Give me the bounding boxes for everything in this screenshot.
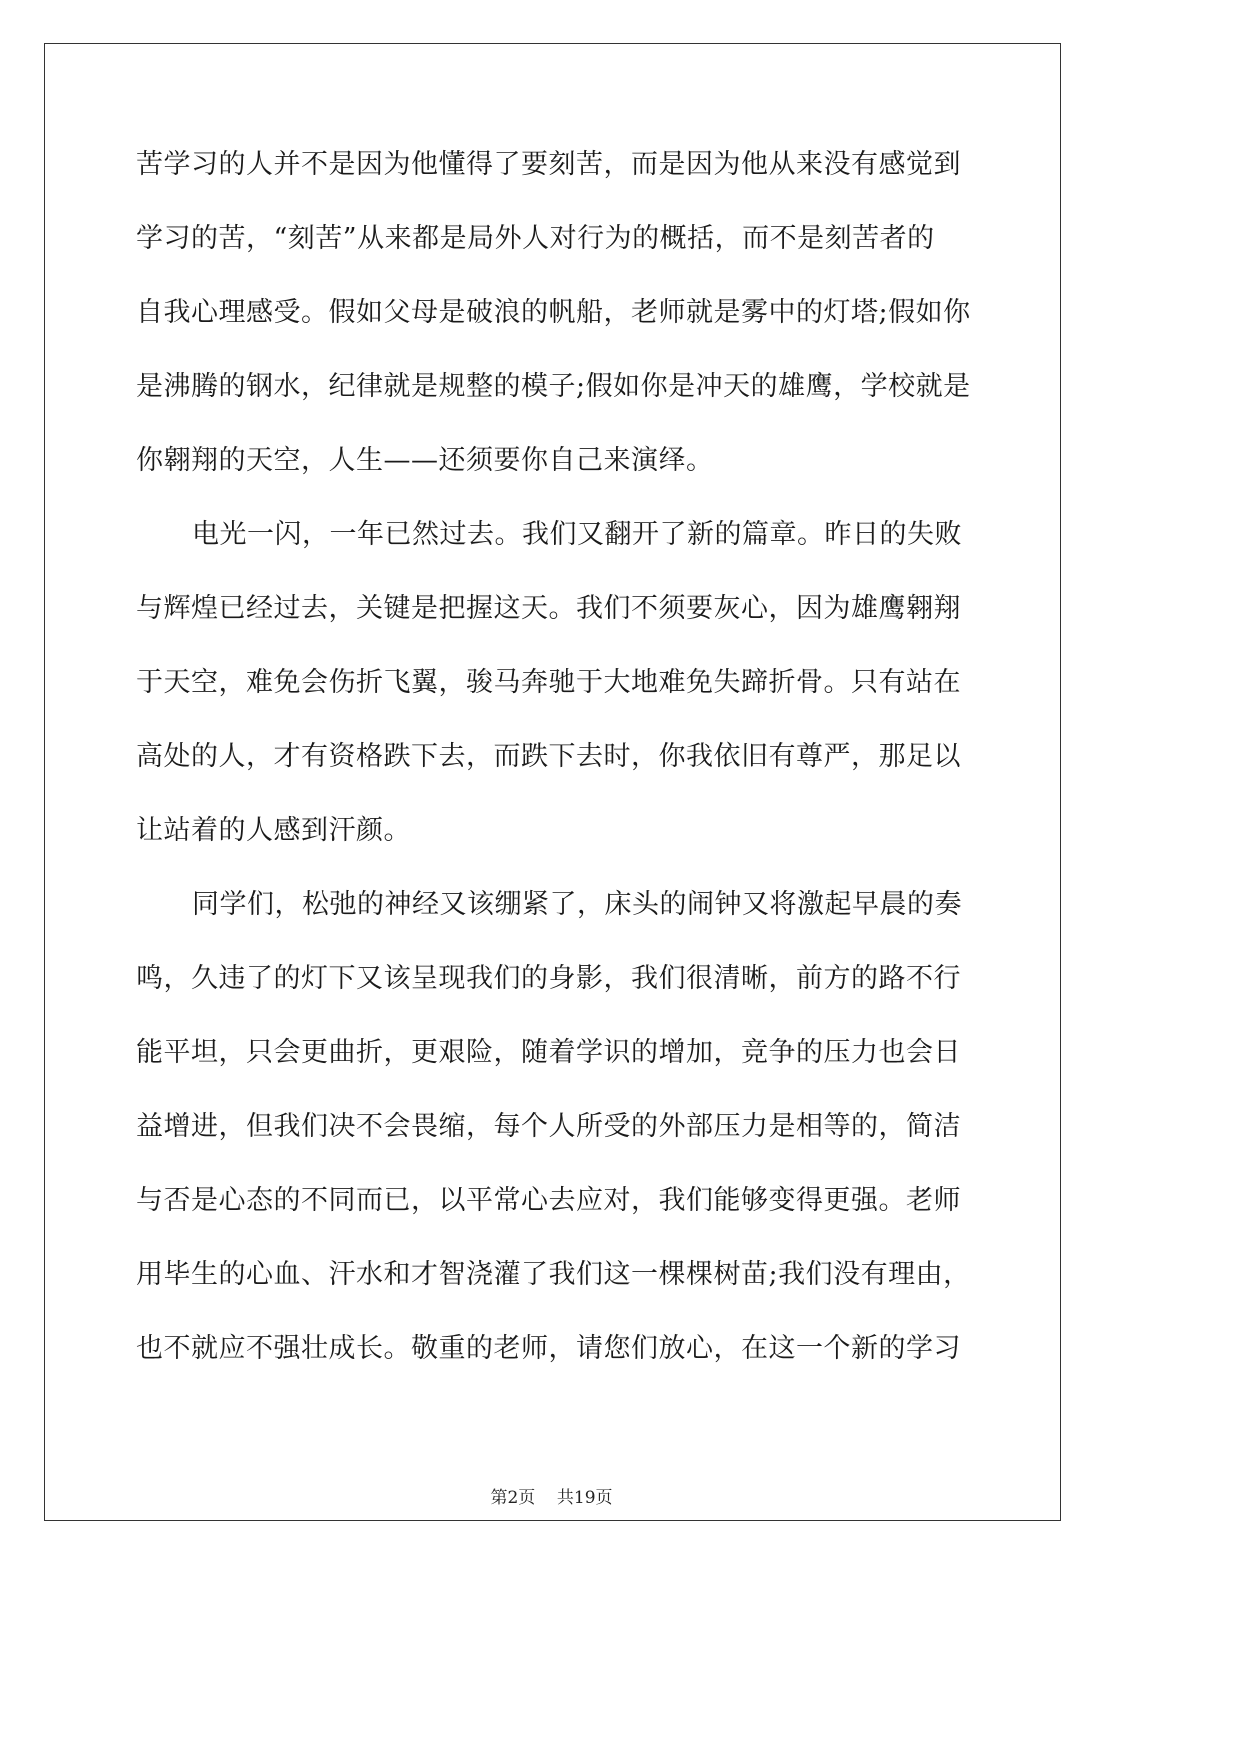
text-line: 让站着的人感到汗颜。 bbox=[136, 815, 411, 846]
text-line: 与否是心态的不同而已，以平常心去应对，我们能够变得更强。老师 bbox=[136, 1185, 961, 1216]
text-line: 高处的人，才有资格跌下去，而跌下去时，你我依旧有尊严，那足以 bbox=[136, 741, 961, 772]
text-line: 于天空，难免会伤折飞翼，骏马奔驰于大地难免失蹄折骨。只有站在 bbox=[136, 667, 961, 698]
page-border bbox=[44, 43, 1061, 1521]
page-footer bbox=[0, 1487, 1103, 1509]
text-line: 苦学习的人并不是因为他懂得了要刻苦，而是因为他从来没有感觉到 bbox=[136, 149, 961, 180]
text-line: 用毕生的心血、汗水和才智浇灌了我们这一棵棵树苗;我们没有理由， bbox=[136, 1259, 971, 1290]
text-line: 益增进，但我们决不会畏缩，每个人所受的外部压力是相等的，简洁 bbox=[136, 1111, 961, 1142]
paragraph-first-line: 同学们，松弛的神经又该绷紧了，床头的闹钟又将激起早晨的奏 bbox=[192, 889, 962, 920]
page-total: 共19页 bbox=[556, 1488, 613, 1508]
text-line: 是沸腾的钢水，纪律就是规整的模子;假如你是冲天的雄鹰，学校就是 bbox=[136, 371, 971, 402]
paragraph-first-line: 电光一闪，一年已然过去。我们又翻开了新的篇章。昨日的失败 bbox=[192, 519, 962, 550]
text-line: 学习的苦，“刻苦”从来都是局外人对行为的概括，而不是刻苦者的 bbox=[136, 223, 935, 254]
text-line: 也不就应不强壮成长。敬重的老师，请您们放心，在这一个新的学习 bbox=[136, 1333, 961, 1364]
text-line: 能平坦，只会更曲折，更艰险，随着学识的增加，竞争的压力也会日 bbox=[136, 1037, 961, 1068]
text-line: 自我心理感受。假如父母是破浪的帆船，老师就是雾中的灯塔;假如你 bbox=[136, 297, 971, 328]
text-line: 鸣，久违了的灯下又该呈现我们的身影，我们很清晰，前方的路不行 bbox=[136, 963, 961, 994]
page-number: 第2页 bbox=[490, 1488, 536, 1508]
text-line: 你翱翔的天空，人生——还须要你自己来演绎。 bbox=[136, 445, 714, 476]
text-line: 与辉煌已经过去，关键是把握这天。我们不须要灰心，因为雄鹰翱翔 bbox=[136, 593, 961, 624]
